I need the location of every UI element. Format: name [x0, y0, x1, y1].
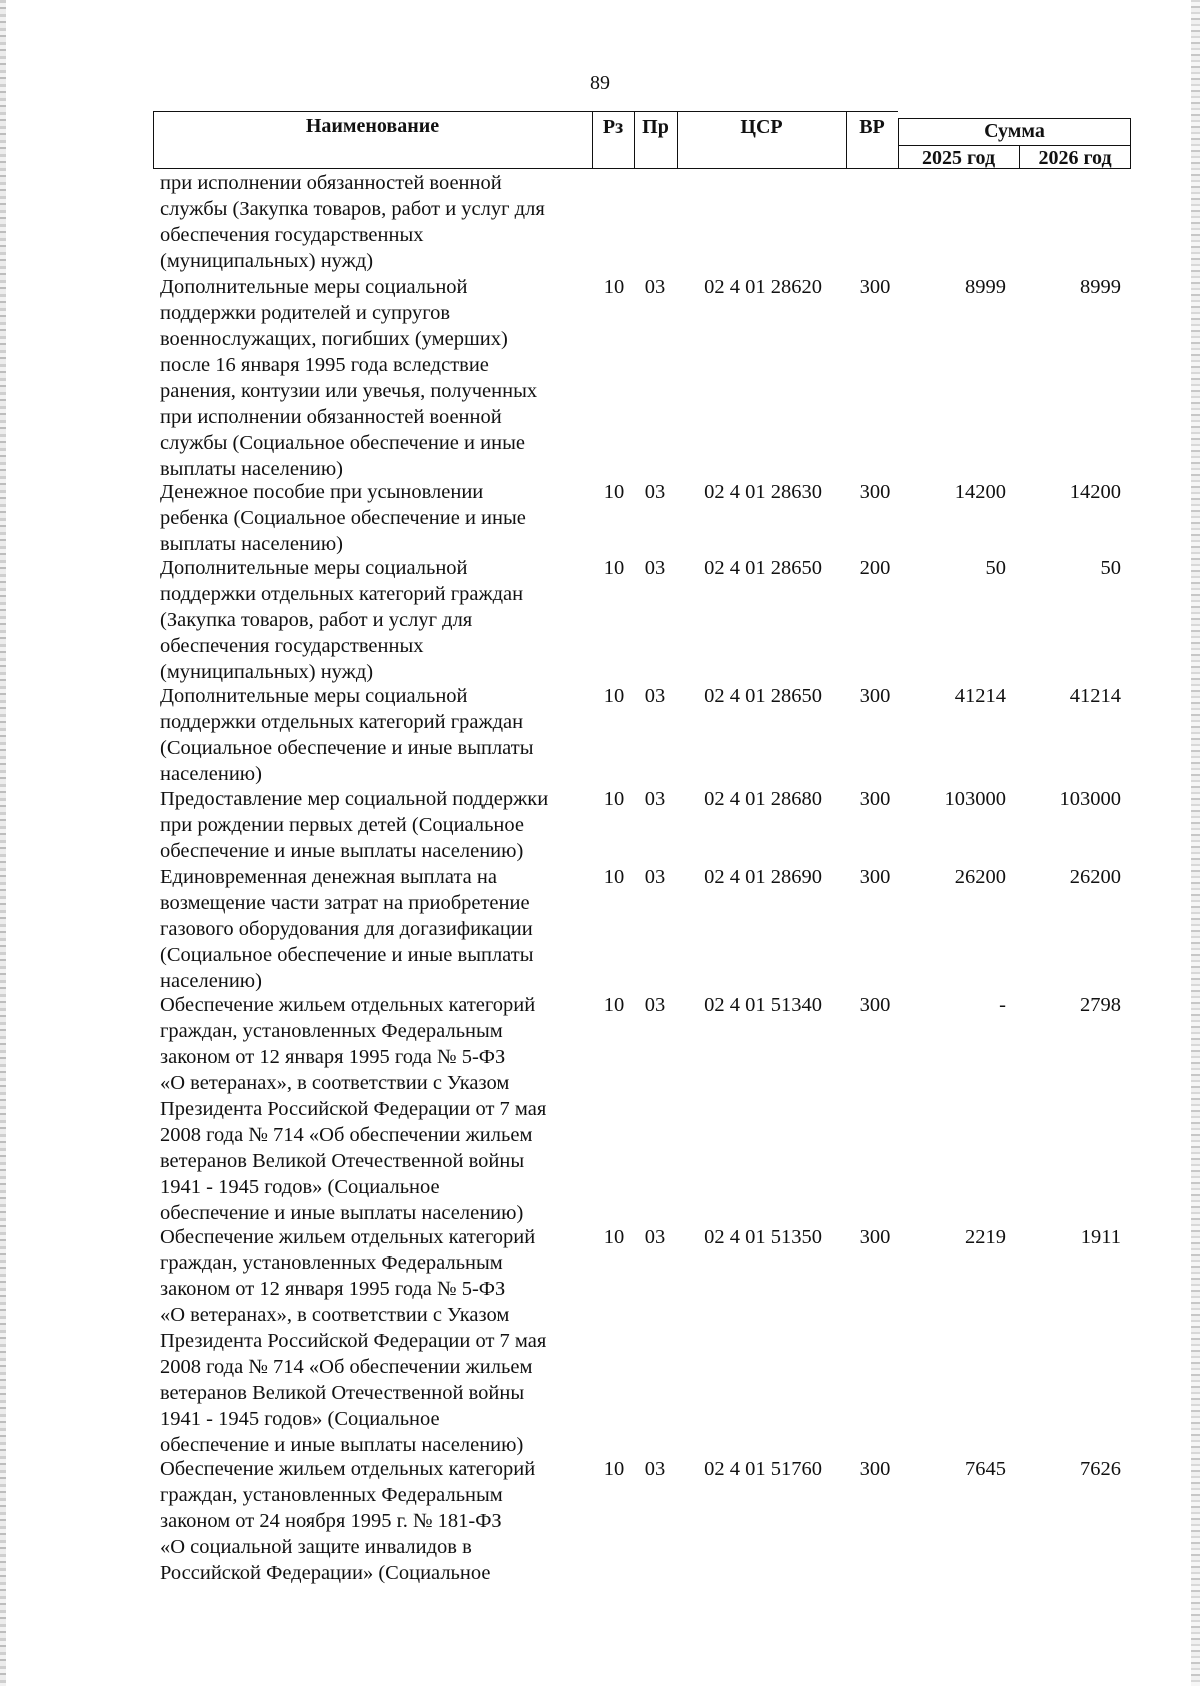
row-rz: 10 — [603, 481, 625, 503]
row-csr: 02 4 01 51340 — [704, 994, 822, 1016]
row-name: Предоставление мер социальной поддержки при рождении первых детей (Социальное обеспечение и иные выплаты населению) — [160, 788, 549, 862]
row-name: Дополнительные меры социальной поддержки отдельных категорий граждан (Социальное обеспечение и иные выплаты населению) — [160, 685, 534, 785]
header-name: Наименование — [305, 115, 440, 137]
row-vr: 300 — [859, 276, 891, 298]
row-rz: 10 — [603, 994, 625, 1016]
row-csr: 02 4 01 28650 — [704, 557, 822, 579]
header-vr: ВР — [859, 116, 885, 138]
row-rz: 10 — [603, 685, 625, 707]
row-sum-2025: 50 — [985, 557, 1006, 579]
row-sum-2025: 8999 — [965, 276, 1006, 298]
row-rz: 10 — [603, 788, 625, 810]
row-vr: 300 — [859, 685, 891, 707]
header-pr: Пр — [642, 116, 669, 138]
row-vr: 300 — [859, 788, 891, 810]
row-vr: 200 — [859, 557, 891, 579]
row-sum-2026: 1911 — [1080, 1226, 1121, 1248]
table-header — [153, 111, 1131, 171]
row-sum-2025: 14200 — [954, 481, 1006, 503]
row-sum-2026: 7626 — [1080, 1458, 1121, 1480]
row-sum-2025: 103000 — [944, 788, 1006, 810]
row-name: Единовременная денежная выплата на возмещение части затрат на приобретение газового оборудования для догазификации (Социальное обеспечение и иные выплаты населению) — [160, 866, 534, 992]
page-number: 89 — [590, 72, 610, 94]
row-name: Обеспечение жильем отдельных категорий граждан, установленных Федеральным законом от 24 ноября 1995 г. № 181-ФЗ «О социальной защите инвалидов в Российской Федерации» (Социальное — [160, 1458, 536, 1584]
row-pr: 03 — [644, 866, 666, 888]
row-sum-2026: 41214 — [1069, 685, 1121, 707]
row-rz: 10 — [603, 1226, 625, 1248]
row-rz: 10 — [603, 557, 625, 579]
row-name: Денежное пособие при усыновлении ребенка (Социальное обеспечение и иные выплаты населению) — [160, 481, 526, 555]
row-pr: 03 — [644, 1226, 666, 1248]
row-csr: 02 4 01 28690 — [704, 866, 822, 888]
row-vr: 300 — [859, 866, 891, 888]
row-csr: 02 4 01 28680 — [704, 788, 822, 810]
row-name: Дополнительные меры социальной поддержки отдельных категорий граждан (Закупка товаров, работ и услуг для обеспечения государственных (муниципальных) нужд) — [160, 557, 524, 683]
row-sum-2026: 26200 — [1069, 866, 1121, 888]
header-csr: ЦСР — [740, 116, 783, 138]
row-pr: 03 — [644, 557, 666, 579]
row-csr: 02 4 01 28630 — [704, 481, 822, 503]
scan-edge-left — [0, 0, 6, 1686]
row-vr: 300 — [859, 481, 891, 503]
row-sum-2025: 7645 — [965, 1458, 1006, 1480]
row-pr: 03 — [644, 788, 666, 810]
header-top-border — [153, 111, 898, 112]
row-sum-2025: 26200 — [954, 866, 1006, 888]
row-vr: 300 — [859, 1226, 891, 1248]
row-sum-2025: - — [999, 994, 1006, 1016]
row-rz: 10 — [603, 1458, 625, 1480]
row-sum-2026: 103000 — [1059, 788, 1121, 810]
header-year-2025: 2025 год — [921, 147, 996, 169]
row-pr: 03 — [644, 994, 666, 1016]
row-rz: 10 — [603, 866, 625, 888]
row-csr: 02 4 01 28620 — [704, 276, 822, 298]
row-csr: 02 4 01 51350 — [704, 1226, 822, 1248]
row-sum-2026: 14200 — [1069, 481, 1121, 503]
row-name: Обеспечение жильем отдельных категорий граждан, установленных Федеральным законом от 12 января 1995 года № 5-ФЗ «О ветеранах», в соответствии с Указом Президента Российской Федерации от 7 мая 2008 года № 714 «Об обеспечении жильем ветеранов Великой Отечественной войны 1941 - 1945 годов» (Социальное обеспечение и иные выплаты населению) — [160, 1226, 547, 1456]
header-rz: Рз — [602, 116, 624, 138]
header-sum-divider — [898, 145, 1131, 146]
row-sum-2025: 2219 — [965, 1226, 1006, 1248]
header-top-border-sum — [898, 118, 1131, 119]
row-name: при исполнении обязанностей военной службы (Закупка товаров, работ и услуг для обеспечения государственных (муниципальных) нужд) — [160, 172, 545, 272]
row-sum-2026: 8999 — [1080, 276, 1121, 298]
row-csr: 02 4 01 51760 — [704, 1458, 822, 1480]
row-vr: 300 — [859, 1458, 891, 1480]
row-pr: 03 — [644, 1458, 666, 1480]
row-pr: 03 — [644, 276, 666, 298]
header-sum: Сумма — [984, 120, 1045, 142]
row-name: Обеспечение жильем отдельных категорий граждан, установленных Федеральным законом от 12 января 1995 года № 5-ФЗ «О ветеранах», в соответствии с Указом Президента Российской Федерации от 7 мая 2008 года № 714 «Об обеспечении жильем ветеранов Великой Отечественной войны 1941 - 1945 годов» (Социальное обеспечение и иные выплаты населению) — [160, 994, 547, 1224]
row-csr: 02 4 01 28650 — [704, 685, 822, 707]
header-year-2026: 2026 год — [1038, 147, 1112, 169]
row-sum-2025: 41214 — [954, 685, 1006, 707]
row-vr: 300 — [859, 994, 891, 1016]
scan-edge-right — [1191, 0, 1200, 1686]
row-sum-2026: 2798 — [1080, 994, 1121, 1016]
row-pr: 03 — [644, 685, 666, 707]
row-sum-2026: 50 — [1100, 557, 1121, 579]
row-pr: 03 — [644, 481, 666, 503]
row-name: Дополнительные меры социальной поддержки родителей и супругов военнослужащих, погибших (умерших) после 16 января 1995 года вследствие ранения, контузии или увечья, полученных при исполнении обязанностей военной службы (Социальное обеспечение и иные выплаты населению) — [160, 276, 538, 480]
row-rz: 10 — [603, 276, 625, 298]
